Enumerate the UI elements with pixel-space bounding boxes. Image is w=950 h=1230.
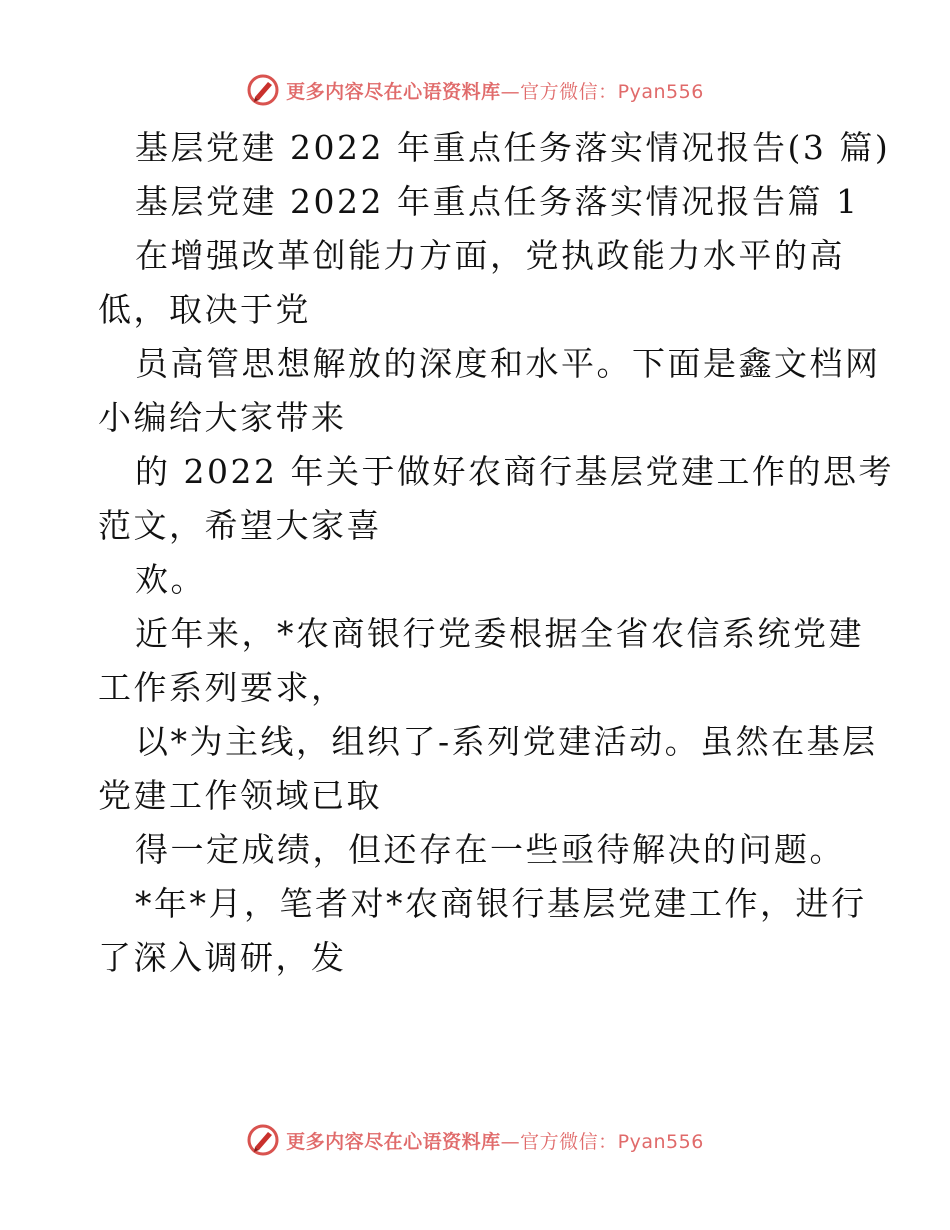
paragraph-line: 以*为主线，组织了-系列党建活动。虽然在基层	[135, 722, 878, 761]
header-banner-strong: 更多内容尽在心语资料库	[286, 80, 501, 103]
doc-subtitle: 基层党建 2022 年重点任务落实情况报告篇 1	[135, 182, 860, 221]
footer-banner-text	[286, 1127, 704, 1154]
header-banner-rest: —官方微信：Pyan556	[500, 80, 704, 103]
paragraph-line: 范文，希望大家喜	[98, 506, 382, 545]
pen-logo-icon	[246, 73, 280, 107]
paragraph-line: 党建工作领域已取	[98, 776, 382, 815]
paragraph-line: 小编给大家带来	[98, 398, 347, 437]
paragraph-line: 低，取决于党	[98, 290, 311, 329]
paragraph-line: 工作系列要求，	[98, 668, 347, 707]
paragraph-line: 的 2022 年关于做好农商行基层党建工作的思考	[135, 452, 894, 491]
pen-logo-icon	[246, 1123, 280, 1157]
document-body	[0, 121, 950, 985]
paragraph-line: 近年来，*农商银行党委根据全省农信系统党建	[135, 614, 864, 653]
header-banner	[0, 70, 950, 110]
header-banner-text	[286, 77, 704, 104]
paragraph-line: 欢。	[135, 560, 206, 599]
footer-banner-rest: —官方微信：Pyan556	[500, 1130, 704, 1153]
paragraph-line: 员高管思想解放的深度和水平。下面是鑫文档网	[135, 344, 881, 383]
paragraph-line: 得一定成绩，但还存在一些亟待解决的问题。	[135, 830, 845, 869]
footer-banner-strong: 更多内容尽在心语资料库	[286, 1130, 501, 1153]
doc-title: 基层党建 2022 年重点任务落实情况报告(3 篇)	[135, 128, 891, 167]
paragraph-line: 了深入调研，发	[98, 938, 347, 977]
footer-banner	[0, 1120, 950, 1160]
paragraph-line: *年*月，笔者对*农商银行基层党建工作，进行	[135, 884, 867, 923]
paragraph-line: 在增强改革创能力方面，党执政能力水平的高	[135, 236, 845, 275]
